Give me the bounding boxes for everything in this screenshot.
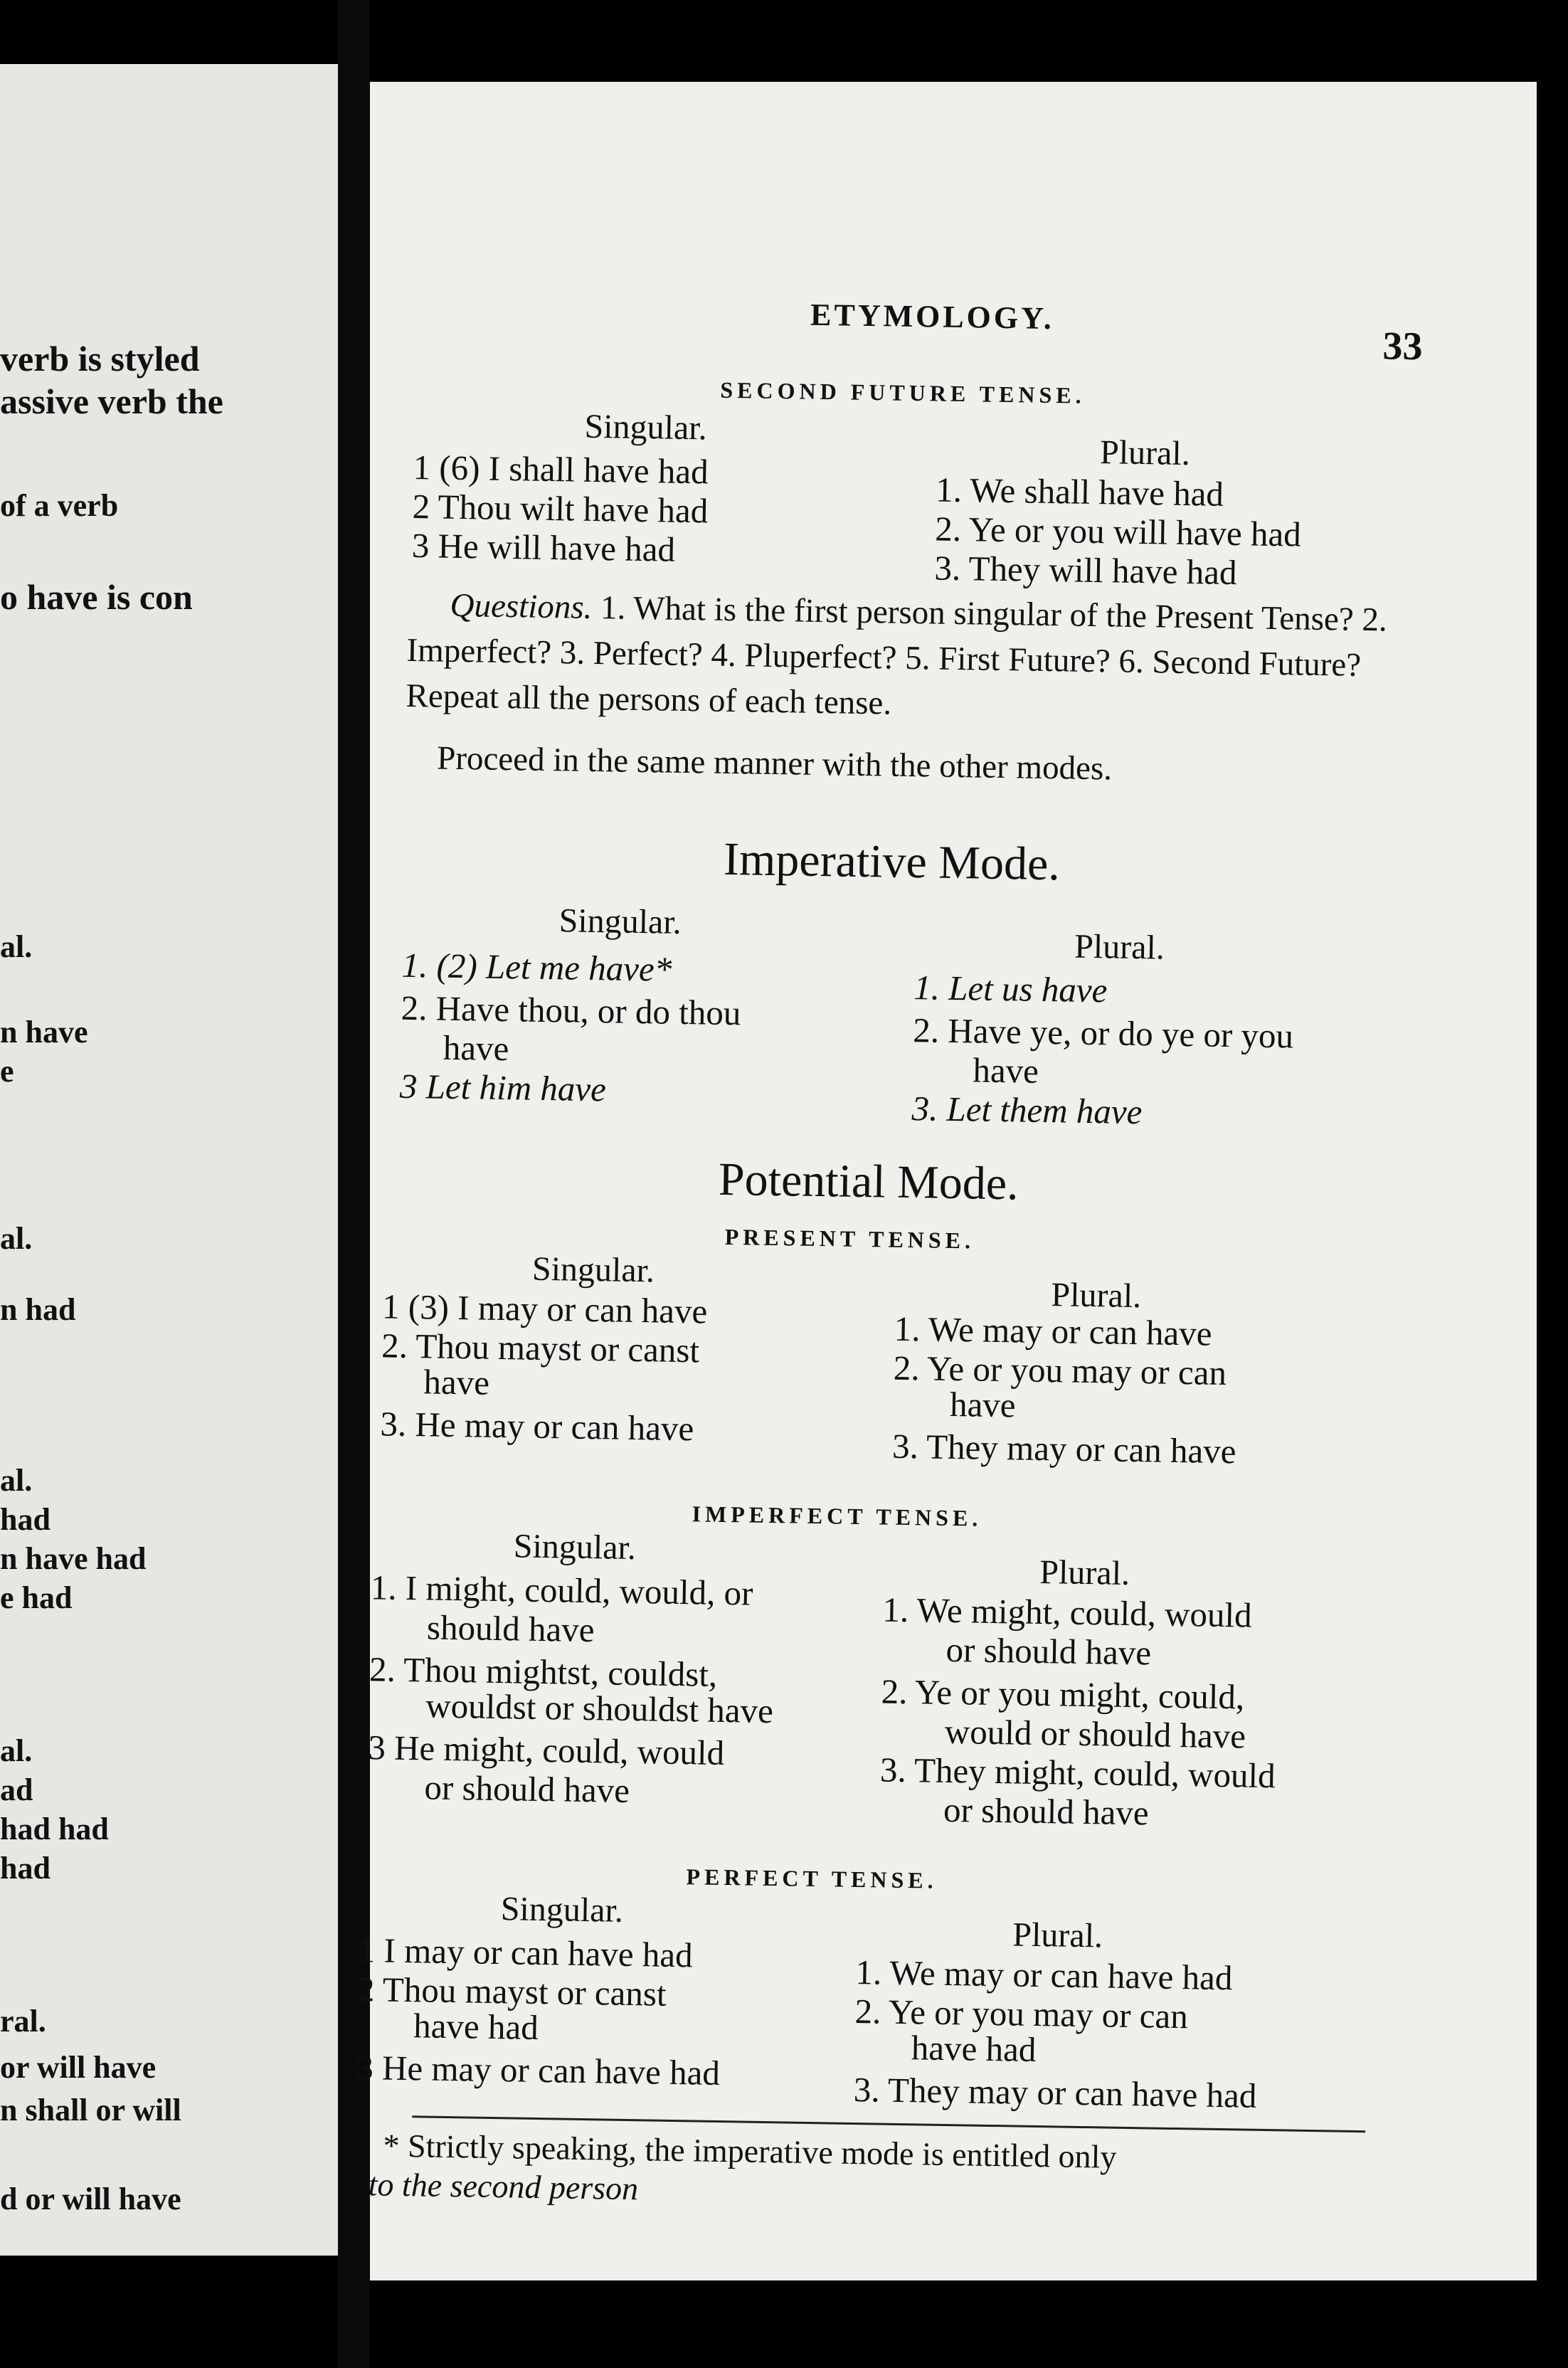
conjugation-line: 3 He might, could, would [367, 1728, 725, 1773]
conjugation-line: 1. (2) Let me have* [401, 945, 672, 989]
left-line: o have is con [0, 577, 193, 617]
plural-label: Plural. [1051, 1276, 1142, 1316]
conjugation-line: wouldst or shouldst have [425, 1686, 774, 1731]
footnote-line: to the second person [368, 2166, 639, 2207]
conjugation-line: would or should have [944, 1711, 1246, 1756]
conjugation-line: 2. Ye or you may or can [854, 1991, 1189, 2036]
plural-label: Plural. [1099, 433, 1191, 473]
left-line: al. [0, 1733, 33, 1768]
left-line: n had [0, 1292, 76, 1327]
conjugation-line: have [973, 1050, 1039, 1091]
left-line: ad [0, 1772, 33, 1807]
conjugation-line: 1. Let us have [913, 968, 1108, 1010]
left-page-fragment [0, 64, 338, 2256]
singular-label: Singular. [584, 407, 708, 448]
left-line: d or will have [0, 2182, 181, 2216]
singular-label: Singular. [513, 1527, 637, 1568]
left-line: n have had [0, 1541, 147, 1576]
conjugation-line: 3. Let them have [911, 1089, 1143, 1132]
left-line: e had [0, 1580, 73, 1615]
questions-label: Questions. [450, 586, 593, 626]
left-line: al. [0, 929, 33, 964]
conjugation-line: 3 Let him have [399, 1066, 607, 1109]
conjugation-line: have [423, 1362, 490, 1402]
left-line: ral. [0, 2004, 46, 2039]
left-line: al. [0, 1463, 33, 1498]
questions-paragraph [406, 582, 1446, 735]
conjugation-line: 3 He may or can have had [355, 2047, 721, 2093]
conjugation-line: 3. He may or can have [380, 1404, 694, 1449]
mode-title: Potential Mode. [718, 1153, 1019, 1210]
right-page [355, 82, 1537, 2280]
singular-label: Singular. [558, 902, 682, 941]
left-line: had [0, 1851, 51, 1886]
conjugation-line: have had [413, 2006, 539, 2047]
tense-title: IMPERFECT TENSE. [692, 1501, 982, 1531]
conjugation-line: 1 I may or can have had [357, 1930, 694, 1975]
running-title: ETYMOLOGY. [810, 297, 1055, 337]
conjugation-line: 1. We may or can have had [855, 1952, 1233, 1998]
plural-label: Plural. [1074, 927, 1165, 967]
conjugation-line: 2. Ye or you will have had [934, 509, 1302, 554]
conjugation-line: 2 Thou mayst or canst [356, 1969, 667, 2014]
proceed-note: Proceed in the same manner with the other modes. [436, 739, 1113, 788]
conjugation-line: or should have [945, 1629, 1152, 1673]
left-line: had [0, 1502, 51, 1537]
conjugation-line: 2 Thou wilt have had [412, 486, 709, 531]
conjugation-line: 2. Thou mayst or canst [381, 1326, 700, 1370]
conjugation-line: 1. I might, could, would, or [370, 1568, 753, 1613]
plural-label: Plural. [1012, 1915, 1103, 1955]
mode-title: Imperative Mode. [723, 832, 1061, 891]
left-line: or will have [0, 2050, 157, 2085]
conjugation-line: 3. They may or can have had [853, 2069, 1257, 2115]
conjugation-line: 3 He will have had [411, 525, 676, 569]
conjugation-line: have [443, 1027, 509, 1069]
conjugation-line: 1. We may or can have [894, 1309, 1212, 1353]
questions-text: 1. What is the first person singular of the Present Tense? 2. Imperfect? 3. Perfect? 4. Pluperfect? 5. First Future? 6. Second Future? Repeat all the persons of each tense. [406, 589, 1388, 722]
conjugation-line: or should have [943, 1790, 1150, 1833]
left-line: e [0, 1054, 14, 1089]
conjugation-line: 2. Ye or you may or can [893, 1348, 1227, 1393]
tense-title: PRESENT TENSE. [724, 1223, 975, 1254]
footnote-line: * Strictly speaking, the imperative mode is entitled only [383, 2127, 1117, 2175]
conjugation-line: 3. They may or can have [891, 1426, 1236, 1471]
conjugation-line: 3. They might, could, would [879, 1750, 1276, 1796]
conjugation-line: have had [911, 2028, 1037, 2069]
conjugation-line: have [949, 1384, 1016, 1425]
conjugation-line: 1 (3) I may or can have [381, 1286, 708, 1331]
conjugation-line: 1 (6) I shall have had [413, 447, 709, 492]
left-line: n shall or will [0, 2093, 181, 2128]
singular-label: Singular. [531, 1249, 655, 1290]
plural-label: Plural. [1039, 1553, 1130, 1592]
singular-label: Singular. [500, 1890, 624, 1930]
left-line: al. [0, 1221, 33, 1256]
left-line: verb is styled [0, 339, 200, 379]
conjugation-line: 2. Ye or you might, could, [881, 1671, 1245, 1717]
left-line: n have [0, 1015, 88, 1050]
page-number: 33 [1382, 324, 1423, 369]
conjugation-line: should have [426, 1607, 595, 1650]
conjugation-line: 2. Thou mightst, couldst, [369, 1649, 718, 1694]
conjugation-line: 1. We shall have had [935, 470, 1224, 514]
tense-title: SECOND FUTURE TENSE. [720, 376, 1086, 408]
conjugation-line: 2. Have thou, or do thou [401, 988, 741, 1033]
left-line: assive verb the [0, 381, 223, 421]
tense-title: PERFECT TENSE. [686, 1864, 938, 1893]
left-line: of a verb [0, 488, 119, 523]
left-line: had had [0, 1812, 109, 1846]
conjugation-line: 2. Have ye, or do ye or you [912, 1010, 1294, 1056]
conjugation-line: or should have [424, 1767, 630, 1810]
conjugation-line: 3. They will have had [934, 548, 1237, 593]
conjugation-line: 1. We might, could, would [882, 1590, 1253, 1635]
